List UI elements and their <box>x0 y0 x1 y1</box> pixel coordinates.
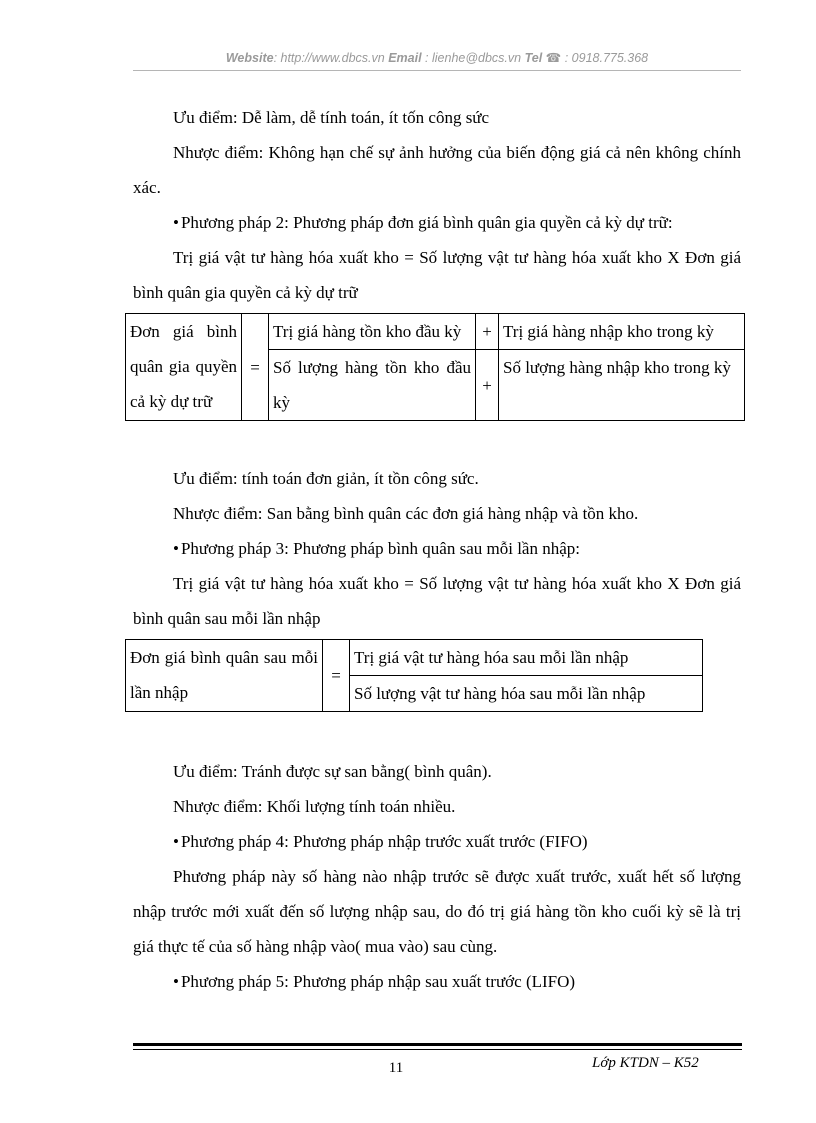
denominator-opening-quantity: Số lượng hàng tồn kho đầu kỳ <box>269 350 476 421</box>
bullet-method-2: • Phương pháp 2: Phương pháp đơn giá bình quân gia quyền cả kỳ dự trữ: <box>133 205 741 240</box>
bullet-method-3: • Phương pháp 3: Phương pháp bình quân sau mỗi lần nhập: <box>133 531 741 566</box>
paragraph-formula-2: Trị giá vật tư hàng hóa xuất kho = Số lượng vật tư hàng hóa xuất kho X Đơn giá bình quân gia quyền cả kỳ dự trữ <box>133 248 741 302</box>
paragraph-advantage-1: Ưu điểm: Dễ làm, dễ tính toán, ít tốn công sức <box>173 108 490 127</box>
paragraph-advantage-3: Ưu điểm: Tránh được sự san bằng( bình quân). <box>173 762 492 781</box>
numerator-value: Trị giá vật tư hàng hóa sau mỗi lần nhập <box>350 640 703 676</box>
header-rule <box>133 70 741 71</box>
denominator-quantity: Số lượng vật tư hàng hóa sau mỗi lần nhập <box>350 676 703 712</box>
document-body <box>130 100 741 999</box>
email-value: : lienhe@dbcs.vn <box>421 51 525 65</box>
paragraph-fifo-description: Phương pháp này số hàng nào nhập trước sẽ được xuất trước, xuất hết số lượng nhập trước mới xuất đến số lượng nhập sau, do đó trị giá hàng tồn kho cuối kỳ sẽ là trị giá thực tế của số hàng nhập vào( mua vào) sau cùng. <box>133 867 741 956</box>
paragraph-disadvantage-1: Nhược điểm: Không hạn chế sự ảnh hưởng của biến động giá cả nên không chính xác. <box>133 143 741 197</box>
formula-left-term: Đơn giá bình quân gia quyền cả kỳ dự trữ <box>126 314 242 421</box>
tel-value: ☎ : 0918.775.368 <box>542 51 649 65</box>
footer-rule-thick <box>133 1043 742 1046</box>
formula-left-term: Đơn giá bình quân sau mỗi lần nhập <box>126 640 323 712</box>
formula-table-moving-average <box>125 639 703 712</box>
page-number: 11 <box>388 1060 404 1076</box>
paragraph-advantage-2: Ưu điểm: tính toán đơn giản, ít tồn công sức. <box>173 469 479 488</box>
plus-sign-denominator: + <box>476 350 499 421</box>
class-label: Lớp KTDN – K52 <box>592 1055 699 1071</box>
page-header <box>133 50 741 65</box>
website-value: : http://www.dbcs.vn <box>273 51 389 65</box>
denominator-incoming-quantity: Số lượng hàng nhập kho trong kỳ <box>499 350 745 421</box>
website-label: Website <box>225 51 274 65</box>
equals-sign: = <box>242 314 269 421</box>
numerator-incoming-value: Trị giá hàng nhập kho trong kỳ <box>499 314 745 350</box>
tel-label: Tel <box>524 51 543 65</box>
plus-sign-numerator: + <box>476 314 499 350</box>
paragraph-disadvantage-2: Nhược điểm: San bằng bình quân các đơn giá hàng nhập và tồn kho. <box>173 504 639 523</box>
footer-rule-thin <box>133 1049 742 1050</box>
bullet-method-4: • Phương pháp 4: Phương pháp nhập trước xuất trước (FIFO) <box>133 824 741 859</box>
paragraph-formula-3: Trị giá vật tư hàng hóa xuất kho = Số lượng vật tư hàng hóa xuất kho X Đơn giá bình quân sau mỗi lần nhập <box>133 574 741 628</box>
email-label: Email <box>388 51 422 65</box>
paragraph-disadvantage-3: Nhược điểm: Khối lượng tính toán nhiều. <box>173 797 456 816</box>
bullet-method-5: • Phương pháp 5: Phương pháp nhập sau xuất trước (LIFO) <box>133 964 741 999</box>
equals-sign: = <box>323 640 350 712</box>
formula-table-weighted-average <box>125 313 745 421</box>
numerator-opening-value: Trị giá hàng tồn kho đầu kỳ <box>269 314 476 350</box>
